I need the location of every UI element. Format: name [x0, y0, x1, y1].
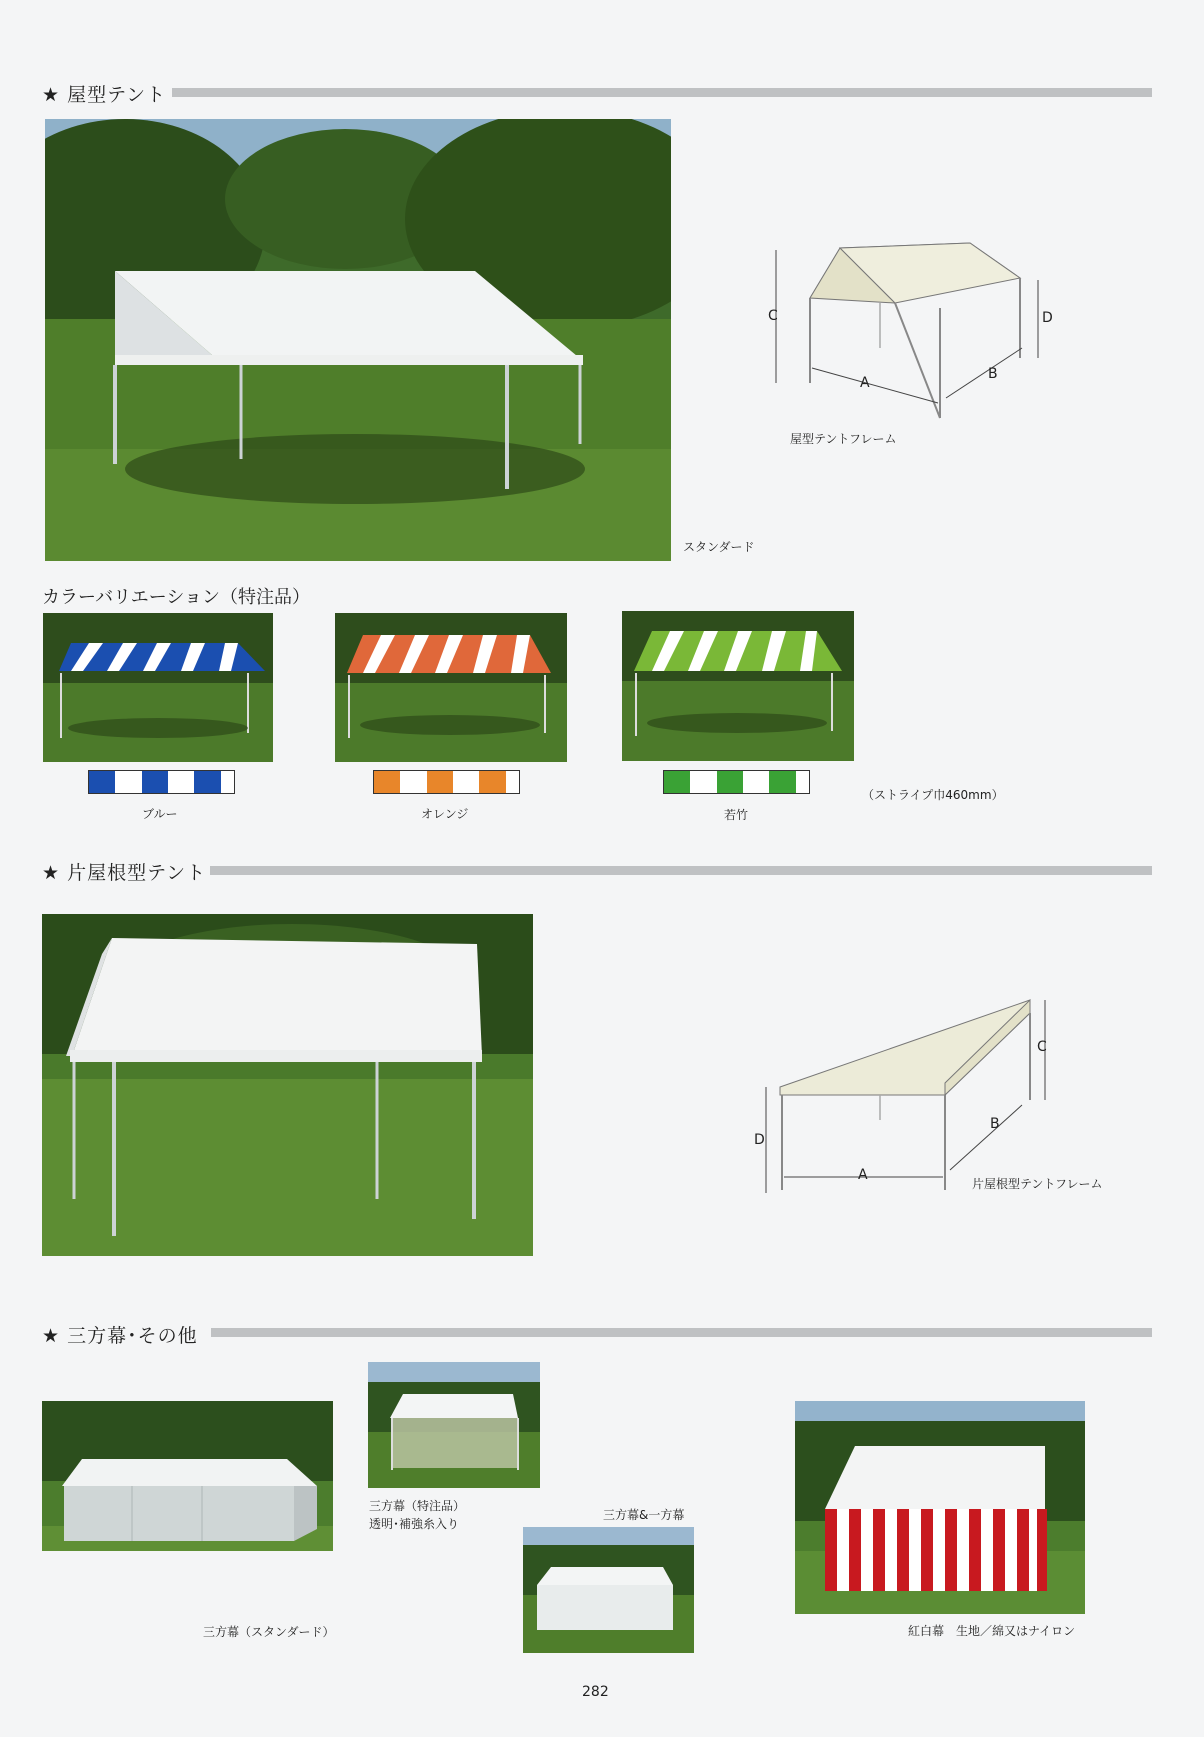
sanpou-special-caption-2: 透明･補強糸入り — [369, 1517, 460, 1531]
katayane-frame-diagram — [754, 995, 1060, 1200]
wakatake-tent-photo — [622, 611, 854, 761]
section-divider — [211, 1328, 1152, 1337]
color-label-blue: ブルー — [142, 807, 178, 821]
dim-label-c: C — [768, 308, 778, 324]
dim-label-d: D — [754, 1132, 765, 1148]
sanpou-combo-caption: 三方幕&一方幕 — [603, 1508, 685, 1522]
yagata-photo-caption: スタンダード — [683, 540, 755, 554]
yagata-tent-photo — [45, 119, 671, 561]
dim-label-a: A — [860, 375, 870, 391]
kohaku-caption: 紅白幕 生地／綿又はナイロン — [908, 1624, 1076, 1638]
section-divider — [172, 88, 1152, 97]
section-title-yagata: ★ 屋型テント — [42, 84, 167, 106]
kohaku-tent-photo — [795, 1401, 1085, 1614]
color-variation-heading: カラーバリエーション（特注品） — [42, 587, 311, 608]
sanpou-standard-photo — [42, 1401, 333, 1551]
color-label-orange: オレンジ — [421, 807, 469, 821]
blue-tent-photo — [43, 613, 273, 762]
section-title-sanpou: ★ 三方幕･その他 — [42, 1325, 198, 1347]
orange-tent-photo — [335, 613, 567, 762]
dim-label-d: D — [1042, 310, 1053, 326]
dim-label-a: A — [858, 1167, 868, 1183]
katayane-frame-caption: 片屋根型テントフレーム — [972, 1177, 1103, 1191]
sanpou-special-caption-1: 三方幕（特注品） — [369, 1499, 466, 1513]
blue-stripe-swatch — [88, 770, 235, 794]
stripe-width-note: （ストライプ巾460mm） — [862, 788, 1004, 802]
section-title-katayane: ★ 片屋根型テント — [42, 862, 207, 884]
wakatake-stripe-swatch — [663, 770, 810, 794]
katayane-tent-photo — [42, 914, 533, 1256]
sanpou-special-photo — [368, 1362, 540, 1488]
dim-label-b: B — [990, 1116, 1000, 1132]
yagata-frame-caption: 屋型テントフレーム — [790, 432, 897, 446]
page-number: 282 — [582, 1684, 609, 1700]
orange-stripe-swatch — [373, 770, 520, 794]
section-divider — [210, 866, 1152, 875]
dim-label-c: C — [1037, 1039, 1047, 1055]
sanpou-combo-photo — [523, 1527, 694, 1653]
sanpou-standard-caption: 三方幕（スタンダード） — [203, 1625, 335, 1639]
dim-label-b: B — [988, 366, 998, 382]
color-label-wakatake: 若竹 — [724, 808, 749, 822]
yagata-frame-diagram — [770, 238, 1080, 428]
